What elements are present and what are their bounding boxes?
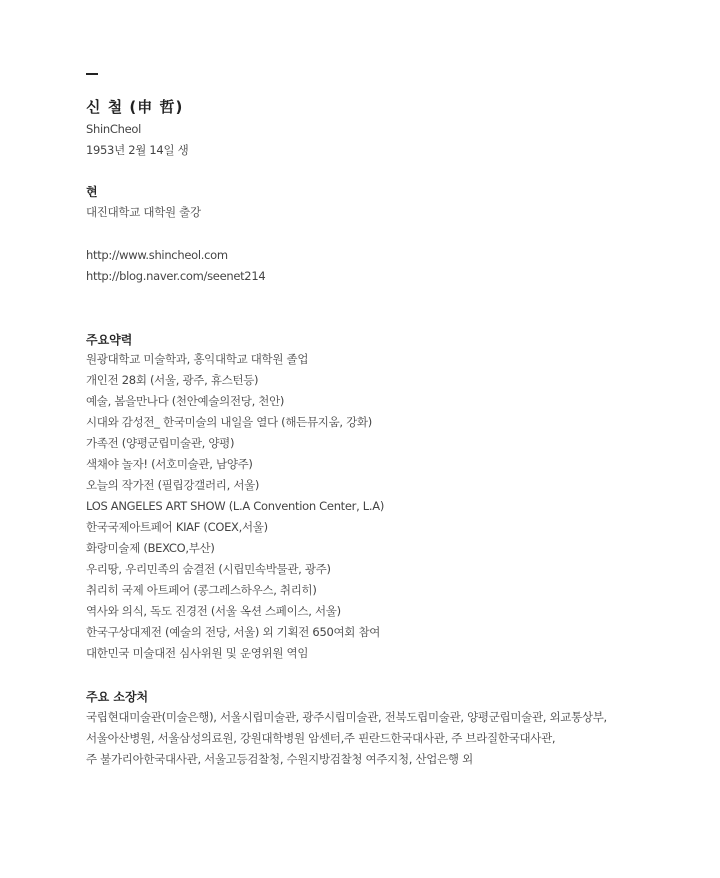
career-item: LOS ANGELES ART SHOW (L.A Convention Center, L.A) xyxy=(86,499,385,513)
career-item: 오늘의 작가전 (필립강갤러리, 서울) xyxy=(86,478,260,492)
homepage-link[interactable]: http://www.shincheol.com xyxy=(86,248,228,262)
career-heading: 주요약력 xyxy=(86,333,133,347)
career-item: 예술, 봄을만나다 (천안예술의전당, 천안) xyxy=(86,394,285,408)
career-item: 가족전 (양평군립미술관, 양평) xyxy=(86,436,235,450)
career-item: 취리히 국제 아트페어 (콩그레스하우스, 취리히) xyxy=(86,583,317,597)
career-item: 대한민국 미술대전 심사위원 및 운영위원 역임 xyxy=(86,646,309,660)
collection-line: 국립현대미술관(미술은행), 서울시립미술관, 광주시립미술관, 전북도립미술관, 양평군립미술관, 외교통상부, xyxy=(86,710,607,724)
collection-line: 서울아산병원, 서울삼성의료원, 강원대학병원 암센터,주 핀란드한국대사관, 주 브라질한국대사관, xyxy=(86,731,556,745)
birth-date: 1953년 2월 14일 생 xyxy=(86,143,189,157)
english-name: ShinCheol xyxy=(86,122,141,136)
artist-name: 신 철 (申 哲) xyxy=(86,98,184,116)
career-item: 한국구상대제전 (예술의 전당, 서울) 외 기획전 650여회 참여 xyxy=(86,625,381,639)
career-item: 개인전 28회 (서울, 광주, 휴스턴등) xyxy=(86,373,259,387)
career-item: 색채야 놀자! (서호미술관, 남양주) xyxy=(86,457,253,471)
collections-heading: 주요 소장처 xyxy=(86,690,149,704)
career-item: 시대와 감성전_ 한국미술의 내일을 열다 (해든뮤지움, 강화) xyxy=(86,415,372,429)
collection-line: 주 불가리아한국대사관, 서울고등검찰청, 수원지방검찰청 여주지청, 산업은행 외 xyxy=(86,752,473,766)
career-item: 화랑미술제 (BEXCO,부산) xyxy=(86,541,215,555)
career-item: 한국국제아트페어 KIAF (COEX,서울) xyxy=(86,520,268,534)
career-item: 우리땅, 우리민족의 숨결전 (시립민속박물관, 광주) xyxy=(86,562,331,576)
current-position: 대진대학교 대학원 출강 xyxy=(86,205,201,219)
career-item: 역사와 의식, 독도 진경전 (서울 옥션 스페이스, 서울) xyxy=(86,604,341,618)
career-item: 원광대학교 미술학과, 홍익대학교 대학원 졸업 xyxy=(86,352,309,366)
section-marker-dash xyxy=(86,73,98,75)
current-heading: 현 xyxy=(86,185,98,199)
blog-link[interactable]: http://blog.naver.com/seenet214 xyxy=(86,269,266,283)
